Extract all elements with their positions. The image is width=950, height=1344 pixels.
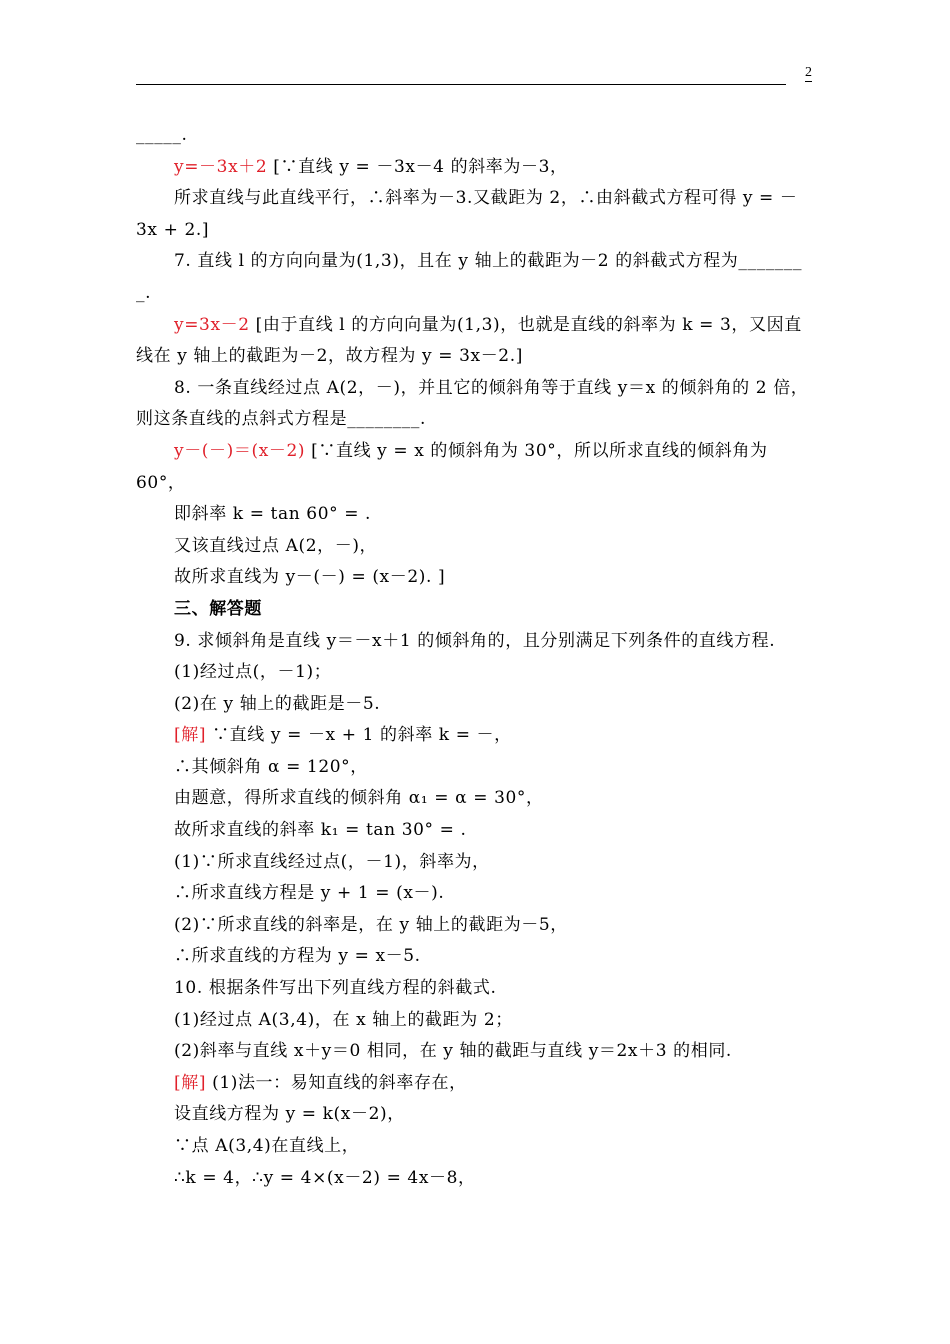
line-text: (1)法一：易知直线的斜率存在， bbox=[206, 1072, 467, 1093]
line-text: 故所求直线的斜率 k₁ = tan 30° = . bbox=[174, 820, 467, 841]
line-text: 7. 直线 l 的方向向量为(1,3)，且在 y 轴上的截距为－2 的斜截式方程为_______ bbox=[174, 251, 803, 272]
line-text: [∵直线 y = x 的倾斜角为 30°，所以所求直线的倾斜角为 bbox=[305, 440, 768, 461]
text-line bbox=[136, 752, 816, 784]
text-line bbox=[136, 499, 816, 531]
line-text: 3x + 2.] bbox=[136, 219, 210, 240]
line-text: (2)∵所求直线的斜率是，在 y 轴上的截距为－5， bbox=[174, 914, 568, 935]
text-line bbox=[136, 404, 816, 436]
line-text: 设直线方程为 y = k(x－2)， bbox=[174, 1104, 405, 1125]
line-text: 故所求直线为 y－(－) = (x－2). ] bbox=[174, 567, 446, 588]
line-text: 线在 y 轴上的截距为－2，故方程为 y = 3x－2.] bbox=[136, 346, 523, 367]
text-line bbox=[136, 847, 816, 879]
line-text: 又该直线过点 A(2，－)， bbox=[174, 535, 378, 556]
line-text: 9. 求倾斜角是直线 y＝－x＋1 的倾斜角的，且分别满足下列条件的直线方程. bbox=[174, 630, 776, 651]
text-line bbox=[136, 657, 816, 689]
line-text: _____. bbox=[136, 125, 188, 145]
answer-text: y－(－)＝(x－2) bbox=[174, 440, 306, 461]
line-text: 所求直线与此直线平行，∴斜率为－3.又截距为 2，∴由斜截式方程可得 y = － bbox=[174, 188, 798, 209]
text-line bbox=[136, 1036, 816, 1068]
line-text: (1)经过点 A(3,4)，在 x 轴上的截距为 2； bbox=[174, 1009, 513, 1030]
text-line bbox=[136, 910, 816, 942]
text-line bbox=[136, 1131, 816, 1163]
text-line bbox=[136, 120, 816, 152]
line-text: ∴所求直线的方程为 y = x－5. bbox=[174, 946, 421, 967]
text-line bbox=[136, 215, 816, 247]
line-text: [∵直线 y = －3x－4 的斜率为－3， bbox=[267, 156, 568, 177]
text-line bbox=[136, 468, 816, 500]
text-line bbox=[136, 1163, 816, 1195]
text-line bbox=[136, 183, 816, 215]
line-text: ∴其倾斜角 α = 120°， bbox=[174, 756, 368, 777]
text-line bbox=[136, 1068, 816, 1100]
text-line bbox=[136, 373, 816, 405]
line-text: 三、解答题 bbox=[174, 598, 262, 619]
text-line bbox=[136, 689, 816, 721]
header-rule bbox=[136, 84, 786, 85]
answer-text: [解] bbox=[174, 1072, 207, 1093]
text-line bbox=[136, 878, 816, 910]
line-text: (2)在 y 轴上的截距是－5. bbox=[174, 693, 381, 714]
line-text: (1)经过点(，－1)； bbox=[174, 662, 332, 683]
answer-text: [解] bbox=[174, 725, 207, 746]
text-line bbox=[136, 278, 816, 310]
line-text: ∵直线 y = －x + 1 的斜率 k = －， bbox=[206, 725, 512, 746]
text-line bbox=[136, 531, 816, 563]
text-line bbox=[136, 783, 816, 815]
line-text: 8. 一条直线经过点 A(2，－)，并且它的倾斜角等于直线 y＝x 的倾斜角的 2 倍， bbox=[174, 377, 809, 398]
text-line bbox=[136, 341, 816, 373]
line-text: 即斜率 k = tan 60° = . bbox=[174, 504, 372, 525]
answer-text: y=－3x＋2 bbox=[174, 156, 268, 177]
text-line bbox=[136, 626, 816, 658]
line-text: ∴k = 4，∴y = 4×(x－2) = 4x－8， bbox=[174, 1167, 476, 1188]
text-line bbox=[136, 562, 816, 594]
text-line bbox=[136, 973, 816, 1005]
line-text: (2)斜率与直线 x＋y＝0 相同，在 y 轴的截距与直线 y＝2x＋3 的相同. bbox=[174, 1041, 732, 1062]
text-line bbox=[136, 941, 816, 973]
line-text: 由题意，得所求直线的倾斜角 α₁ = α = 30°， bbox=[174, 788, 544, 809]
text-line bbox=[136, 246, 816, 278]
line-text: 则这条直线的点斜式方程是________. bbox=[136, 409, 427, 430]
text-line bbox=[136, 720, 816, 752]
line-text: _. bbox=[136, 282, 152, 303]
page-content bbox=[136, 120, 816, 1194]
line-text: ∴所求直线方程是 y + 1 = (x－). bbox=[174, 883, 445, 904]
text-line bbox=[136, 152, 816, 184]
line-text: (1)∵所求直线经过点(，－1)，斜率为， bbox=[174, 851, 490, 872]
text-line bbox=[136, 310, 816, 342]
text-line bbox=[136, 815, 816, 847]
line-text: 60°， bbox=[136, 472, 186, 493]
text-line bbox=[136, 594, 816, 626]
text-line bbox=[136, 436, 816, 468]
text-line bbox=[136, 1005, 816, 1037]
line-text: [由于直线 l 的方向向量为(1,3)，也就是直线的斜率为 k = 3，又因直 bbox=[249, 314, 802, 335]
page-number: 2 bbox=[805, 65, 812, 80]
text-line bbox=[136, 1099, 816, 1131]
line-text: ∵点 A(3,4)在直线上， bbox=[174, 1136, 360, 1156]
answer-text: y=3x－2 bbox=[174, 314, 250, 335]
line-text: 10. 根据条件写出下列直线方程的斜截式. bbox=[174, 978, 497, 999]
